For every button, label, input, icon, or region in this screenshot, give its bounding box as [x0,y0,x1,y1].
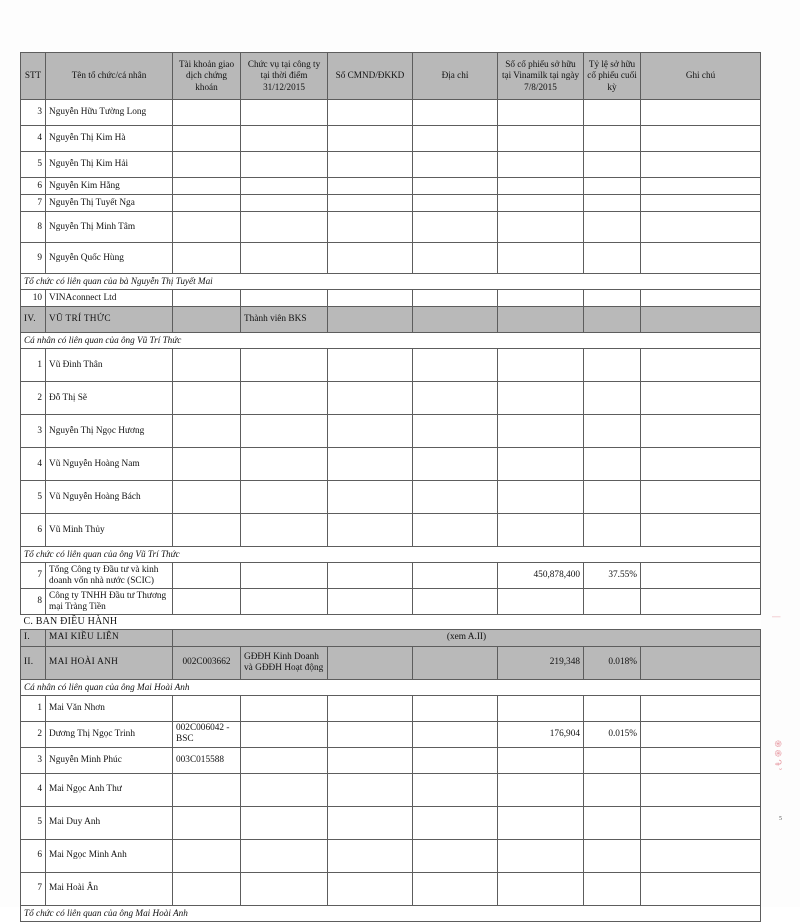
table-row [21,695,761,721]
cell-id [328,839,413,872]
cell-note [641,195,761,212]
table-row [21,152,761,178]
cell-position [241,747,328,773]
table-row [21,839,761,872]
cell-shares [498,152,584,178]
cell-ratio [584,747,641,773]
cell-address [413,126,498,152]
section-name: MAI KIỀU LIÊN [46,629,173,646]
shareholder-table-sheet [20,52,760,922]
cell-ratio [584,243,641,274]
cell-ratio [584,773,641,806]
cell-note [641,448,761,481]
cell-stt: 1 [21,349,46,382]
cell-shares: 176,904 [498,721,584,747]
cell-address [413,243,498,274]
section-address [413,646,498,679]
cell-position [241,721,328,747]
section-id [328,307,413,333]
section-ratio [584,307,641,333]
cell-id [328,773,413,806]
cell-name: Vũ Nguyễn Hoàng Nam [46,448,173,481]
cell-id [328,481,413,514]
cell-shares [498,481,584,514]
section-account [173,307,241,333]
section-position: GĐĐH Kinh Doanh và GĐĐH Hoạt động [241,646,328,679]
cell-shares [498,773,584,806]
subheading-row-vu-tri-thuc-orgs [21,547,761,563]
cell-note [641,415,761,448]
section-merged-note: (xem A.II) [173,629,761,646]
cell-shares [498,448,584,481]
cell-account [173,243,241,274]
cell-address [413,721,498,747]
cell-address [413,178,498,195]
cell-account [173,806,241,839]
cell-ratio [584,806,641,839]
cell-stt: 1 [21,695,46,721]
cell-account [173,695,241,721]
cell-stt: 5 [21,152,46,178]
subheading-row-tuyet-mai [21,274,761,290]
section-numeral: II. [21,646,46,679]
cell-name: Nguyễn Thị Tuyết Nga [46,195,173,212]
cell-id [328,589,413,615]
cell-stt: 3 [21,100,46,126]
cell-account [173,839,241,872]
cell-id [328,195,413,212]
cell-position [241,448,328,481]
table-row [21,872,761,905]
cell-note [641,839,761,872]
cell-account [173,152,241,178]
cell-note [641,212,761,243]
cell-address [413,349,498,382]
section-title-label: C. BAN ĐIỀU HÀNH [21,615,761,630]
cell-shares [498,178,584,195]
cell-note [641,721,761,747]
section-position: Thành viên BKS [241,307,328,333]
section-row-mai-hoai-anh [21,646,761,679]
cell-name: Mai Duy Anh [46,806,173,839]
cell-shares [498,589,584,615]
cell-shares [498,349,584,382]
cell-stt: 2 [21,721,46,747]
cell-position [241,514,328,547]
cell-ratio [584,100,641,126]
cell-note [641,806,761,839]
cell-account [173,448,241,481]
cell-shares [498,839,584,872]
section-id [328,646,413,679]
cell-stt: 6 [21,839,46,872]
cell-position [241,152,328,178]
cell-address [413,589,498,615]
cell-id [328,448,413,481]
cell-note [641,178,761,195]
cell-ratio [584,178,641,195]
cell-account: 002C006042 - BSC [173,721,241,747]
cell-note [641,126,761,152]
cell-position [241,100,328,126]
cell-id [328,382,413,415]
section-note [641,646,761,679]
cell-account [173,382,241,415]
cell-position [241,695,328,721]
cell-id [328,514,413,547]
cell-note [641,290,761,307]
cell-stt: 5 [21,481,46,514]
cell-ratio [584,382,641,415]
table-row [21,382,761,415]
cell-account [173,126,241,152]
cell-account [173,178,241,195]
cell-account [173,589,241,615]
cell-position [241,290,328,307]
cell-id [328,152,413,178]
section-name: VŨ TRÍ THỨC [46,307,173,333]
cell-position [241,806,328,839]
table-row [21,747,761,773]
table-row [21,514,761,547]
cell-shares [498,872,584,905]
cell-ratio [584,839,641,872]
cell-address [413,563,498,589]
cell-id [328,563,413,589]
cell-stt: 6 [21,514,46,547]
cell-ratio [584,872,641,905]
subheading-row-mai-hoai-anh-individuals [21,679,761,695]
cell-id [328,243,413,274]
cell-shares [498,514,584,547]
cell-shares [498,695,584,721]
subheading-label: Tổ chức có liên quan của ông Vũ Trí Thức [21,547,761,563]
section-note [641,307,761,333]
col-header-note: Ghi chú [641,53,761,100]
section-shares [498,307,584,333]
page-number: 5 [779,816,782,822]
cell-name: Nguyễn Thị Minh Tâm [46,212,173,243]
cell-stt: 10 [21,290,46,307]
col-header-ratio: Tỷ lệ sở hữu cổ phiếu cuối kỳ [584,53,641,100]
cell-address [413,872,498,905]
table-header-row [21,53,761,100]
cell-stt: 6 [21,178,46,195]
cell-stt: 8 [21,212,46,243]
col-header-id: Số CMND/ĐKKD [328,53,413,100]
cell-position [241,178,328,195]
cell-ratio [584,448,641,481]
cell-name: Nguyễn Thị Ngọc Hương [46,415,173,448]
cell-note [641,872,761,905]
cell-address [413,195,498,212]
cell-position [241,773,328,806]
cell-account [173,514,241,547]
cell-stt: 7 [21,563,46,589]
table-row [21,178,761,195]
cell-id [328,415,413,448]
cell-position [241,212,328,243]
margin-mark-lower: ֍ ֎ ֏ ՚ [773,740,783,770]
cell-name: Mai Hoài Ân [46,872,173,905]
table-row [21,126,761,152]
table-row [21,415,761,448]
section-account: 002C003662 [173,646,241,679]
cell-account [173,100,241,126]
subheading-label: Tổ chức có liên quan của bà Nguyễn Thị Tuyết Mai [21,274,761,290]
cell-shares [498,382,584,415]
cell-id [328,100,413,126]
cell-ratio [584,152,641,178]
cell-shares [498,243,584,274]
col-header-position: Chức vụ tại công ty tại thời điểm 31/12/2015 [241,53,328,100]
cell-stt: 5 [21,806,46,839]
cell-name: Vũ Đình Thân [46,349,173,382]
table-row [21,448,761,481]
section-shares: 219,348 [498,646,584,679]
cell-address [413,448,498,481]
section-address [413,307,498,333]
table-row [21,773,761,806]
cell-name: Vũ Minh Thủy [46,514,173,547]
table-row [21,195,761,212]
section-row-vu-tri-thuc [21,307,761,333]
cell-address [413,773,498,806]
cell-position [241,349,328,382]
table-row [21,721,761,747]
subheading-label: Cá nhân có liên quan của ông Mai Hoài Anh [21,679,761,695]
subheading-row-vu-tri-thuc-individuals [21,333,761,349]
table-row [21,806,761,839]
cell-position [241,195,328,212]
cell-id [328,349,413,382]
cell-shares [498,212,584,243]
cell-stt: 7 [21,872,46,905]
cell-stt: 3 [21,415,46,448]
cell-account [173,415,241,448]
cell-id [328,747,413,773]
cell-shares [498,806,584,839]
cell-note [641,481,761,514]
cell-id [328,806,413,839]
cell-note [641,747,761,773]
cell-note [641,589,761,615]
section-numeral: IV. [21,307,46,333]
cell-account [173,872,241,905]
cell-ratio [584,126,641,152]
table-row [21,589,761,615]
cell-address [413,747,498,773]
section-ratio: 0.018% [584,646,641,679]
cell-id [328,290,413,307]
cell-note [641,152,761,178]
cell-address [413,212,498,243]
table-row [21,563,761,589]
cell-name: Nguyễn Thị Kim Hà [46,126,173,152]
cell-ratio [584,349,641,382]
cell-id [328,872,413,905]
cell-name: Nguyễn Minh Phúc [46,747,173,773]
cell-shares [498,100,584,126]
cell-shares [498,415,584,448]
cell-position [241,872,328,905]
cell-name: Mai Ngọc Anh Thư [46,773,173,806]
cell-name: Nguyễn Quốc Hùng [46,243,173,274]
cell-ratio [584,195,641,212]
cell-ratio [584,481,641,514]
cell-name: Vũ Nguyễn Hoàng Bách [46,481,173,514]
section-name: MAI HOÀI ANH [46,646,173,679]
cell-ratio [584,290,641,307]
cell-shares [498,290,584,307]
cell-id [328,178,413,195]
cell-note [641,349,761,382]
cell-account [173,349,241,382]
cell-stt: 9 [21,243,46,274]
col-header-address: Địa chỉ [413,53,498,100]
cell-ratio [584,589,641,615]
cell-name: Mai Ngọc Minh Anh [46,839,173,872]
section-numeral: I. [21,629,46,646]
table-row [21,349,761,382]
margin-mark-upper: | [772,616,782,618]
table-row [21,100,761,126]
cell-account [173,290,241,307]
cell-shares [498,126,584,152]
col-header-account: Tài khoản giao dịch chứng khoán [173,53,241,100]
table-row [21,481,761,514]
cell-note [641,514,761,547]
cell-account [173,481,241,514]
cell-shares: 450,878,400 [498,563,584,589]
cell-name: Công ty TNHH Đầu tư Thương mại Tràng Tiền [46,589,173,615]
cell-stt: 3 [21,747,46,773]
col-header-shares: Số cổ phiếu sở hữu tại Vinamilk tại ngày 7/8/2015 [498,53,584,100]
cell-address [413,290,498,307]
cell-position [241,839,328,872]
subheading-label: Tổ chức có liên quan của ông Mai Hoài Anh [21,905,761,921]
table-row [21,243,761,274]
cell-position [241,563,328,589]
cell-id [328,721,413,747]
cell-id [328,126,413,152]
cell-position [241,415,328,448]
cell-address [413,415,498,448]
cell-stt: 7 [21,195,46,212]
cell-address [413,382,498,415]
cell-note [641,695,761,721]
cell-account: 003C015588 [173,747,241,773]
cell-account [173,195,241,212]
cell-note [641,100,761,126]
cell-note [641,563,761,589]
table-row [21,290,761,307]
cell-name: Nguyễn Kim Hằng [46,178,173,195]
cell-stt: 4 [21,773,46,806]
cell-id [328,212,413,243]
cell-name: Mai Văn Nhơn [46,695,173,721]
cell-address [413,695,498,721]
cell-stt: 8 [21,589,46,615]
cell-address [413,806,498,839]
section-row-mai-kieu-lien [21,629,761,646]
cell-account [173,563,241,589]
cell-stt: 4 [21,448,46,481]
cell-position [241,589,328,615]
cell-address [413,100,498,126]
cell-note [641,382,761,415]
related-parties-table [20,52,761,922]
cell-position [241,243,328,274]
table-row [21,212,761,243]
cell-account [173,773,241,806]
cell-ratio [584,695,641,721]
subheading-row-mai-hoai-anh-orgs [21,905,761,921]
cell-name: Nguyễn Hữu Tường Long [46,100,173,126]
cell-account [173,212,241,243]
cell-ratio [584,415,641,448]
cell-stt: 2 [21,382,46,415]
subheading-label: Cá nhân có liên quan của ông Vũ Trí Thức [21,333,761,349]
cell-ratio: 0.015% [584,721,641,747]
cell-shares [498,195,584,212]
section-title-row-ban-dieu-hanh [21,615,761,630]
cell-position [241,126,328,152]
cell-name: Đỗ Thị Sẽ [46,382,173,415]
cell-name: VINAconnect Ltd [46,290,173,307]
cell-shares [498,747,584,773]
cell-name: Nguyễn Thị Kim Hải [46,152,173,178]
cell-address [413,839,498,872]
cell-stt: 4 [21,126,46,152]
cell-address [413,152,498,178]
cell-name: Dương Thị Ngọc Trinh [46,721,173,747]
cell-ratio [584,514,641,547]
cell-position [241,481,328,514]
col-header-name: Tên tổ chức/cá nhân [46,53,173,100]
col-header-stt: STT [21,53,46,100]
cell-name: Tổng Công ty Đầu tư và kinh doanh vốn nhà nước (SCIC) [46,563,173,589]
cell-note [641,773,761,806]
cell-position [241,382,328,415]
cell-address [413,514,498,547]
cell-address [413,481,498,514]
cell-ratio: 37.55% [584,563,641,589]
cell-id [328,695,413,721]
cell-ratio [584,212,641,243]
cell-note [641,243,761,274]
